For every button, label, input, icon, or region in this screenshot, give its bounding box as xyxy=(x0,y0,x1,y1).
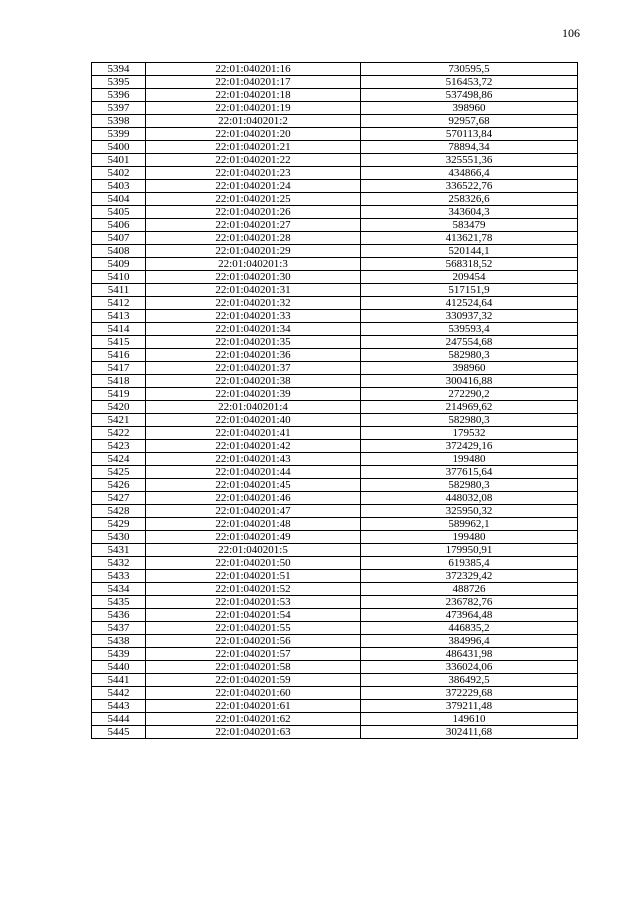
value-cell: 517151,9 xyxy=(361,284,578,297)
table-row xyxy=(92,726,578,739)
row-number-cell: 5401 xyxy=(92,154,146,167)
cadastral-number-cell: 22:01:040201:19 xyxy=(146,102,361,115)
cadastral-number-cell: 22:01:040201:5 xyxy=(146,544,361,557)
cadastral-number-cell: 22:01:040201:41 xyxy=(146,427,361,440)
table-row xyxy=(92,362,578,375)
row-number-cell: 5410 xyxy=(92,271,146,284)
value-cell: 343604,3 xyxy=(361,206,578,219)
table-row xyxy=(92,258,578,271)
cadastral-number-cell: 22:01:040201:47 xyxy=(146,505,361,518)
cadastral-number-cell: 22:01:040201:63 xyxy=(146,726,361,739)
row-number-cell: 5412 xyxy=(92,297,146,310)
cadastral-number-cell: 22:01:040201:36 xyxy=(146,349,361,362)
cadastral-number-cell: 22:01:040201:4 xyxy=(146,401,361,414)
cadastral-number-cell: 22:01:040201:30 xyxy=(146,271,361,284)
value-cell: 589962,1 xyxy=(361,518,578,531)
cadastral-number-cell: 22:01:040201:2 xyxy=(146,115,361,128)
cadastral-number-cell: 22:01:040201:16 xyxy=(146,63,361,76)
table-row xyxy=(92,323,578,336)
cadastral-value-table xyxy=(91,62,578,739)
row-number-cell: 5413 xyxy=(92,310,146,323)
value-cell: 302411,68 xyxy=(361,726,578,739)
value-cell: 179950,91 xyxy=(361,544,578,557)
table-row xyxy=(92,76,578,89)
row-number-cell: 5436 xyxy=(92,609,146,622)
cadastral-number-cell: 22:01:040201:56 xyxy=(146,635,361,648)
cadastral-number-cell: 22:01:040201:27 xyxy=(146,219,361,232)
table-row xyxy=(92,661,578,674)
table-row xyxy=(92,154,578,167)
row-number-cell: 5409 xyxy=(92,258,146,271)
row-number-cell: 5408 xyxy=(92,245,146,258)
row-number-cell: 5434 xyxy=(92,583,146,596)
value-cell: 488726 xyxy=(361,583,578,596)
row-number-cell: 5427 xyxy=(92,492,146,505)
table-row xyxy=(92,713,578,726)
row-number-cell: 5414 xyxy=(92,323,146,336)
row-number-cell: 5415 xyxy=(92,336,146,349)
value-cell: 199480 xyxy=(361,453,578,466)
cadastral-number-cell: 22:01:040201:23 xyxy=(146,167,361,180)
row-number-cell: 5438 xyxy=(92,635,146,648)
row-number-cell: 5403 xyxy=(92,180,146,193)
value-cell: 179532 xyxy=(361,427,578,440)
row-number-cell: 5395 xyxy=(92,76,146,89)
table-row xyxy=(92,453,578,466)
table-row xyxy=(92,141,578,154)
row-number-cell: 5443 xyxy=(92,700,146,713)
row-number-cell: 5417 xyxy=(92,362,146,375)
cadastral-number-cell: 22:01:040201:45 xyxy=(146,479,361,492)
row-number-cell: 5437 xyxy=(92,622,146,635)
cadastral-number-cell: 22:01:040201:51 xyxy=(146,570,361,583)
table-row xyxy=(92,596,578,609)
table-row xyxy=(92,687,578,700)
cadastral-number-cell: 22:01:040201:21 xyxy=(146,141,361,154)
cadastral-number-cell: 22:01:040201:24 xyxy=(146,180,361,193)
table-row xyxy=(92,271,578,284)
value-cell: 448032,08 xyxy=(361,492,578,505)
value-cell: 372429,16 xyxy=(361,440,578,453)
cadastral-number-cell: 22:01:040201:20 xyxy=(146,128,361,141)
cadastral-number-cell: 22:01:040201:37 xyxy=(146,362,361,375)
table-row xyxy=(92,544,578,557)
table-row xyxy=(92,180,578,193)
row-number-cell: 5424 xyxy=(92,453,146,466)
table-row xyxy=(92,349,578,362)
table-row xyxy=(92,531,578,544)
value-cell: 325950,32 xyxy=(361,505,578,518)
cadastral-number-cell: 22:01:040201:44 xyxy=(146,466,361,479)
cadastral-number-cell: 22:01:040201:48 xyxy=(146,518,361,531)
value-cell: 214969,62 xyxy=(361,401,578,414)
value-cell: 209454 xyxy=(361,271,578,284)
cadastral-number-cell: 22:01:040201:34 xyxy=(146,323,361,336)
row-number-cell: 5416 xyxy=(92,349,146,362)
cadastral-number-cell: 22:01:040201:46 xyxy=(146,492,361,505)
table-row xyxy=(92,193,578,206)
table-row xyxy=(92,648,578,661)
value-cell: 377615,64 xyxy=(361,466,578,479)
cadastral-number-cell: 22:01:040201:35 xyxy=(146,336,361,349)
row-number-cell: 5420 xyxy=(92,401,146,414)
table-row xyxy=(92,245,578,258)
cadastral-number-cell: 22:01:040201:39 xyxy=(146,388,361,401)
row-number-cell: 5439 xyxy=(92,648,146,661)
row-number-cell: 5442 xyxy=(92,687,146,700)
value-cell: 473964,48 xyxy=(361,609,578,622)
table-row xyxy=(92,102,578,115)
cadastral-number-cell: 22:01:040201:62 xyxy=(146,713,361,726)
cadastral-number-cell: 22:01:040201:55 xyxy=(146,622,361,635)
row-number-cell: 5433 xyxy=(92,570,146,583)
row-number-cell: 5404 xyxy=(92,193,146,206)
table-row xyxy=(92,310,578,323)
table-row xyxy=(92,375,578,388)
value-cell: 398960 xyxy=(361,102,578,115)
cadastral-number-cell: 22:01:040201:31 xyxy=(146,284,361,297)
value-cell: 300416,88 xyxy=(361,375,578,388)
value-cell: 570113,84 xyxy=(361,128,578,141)
value-cell: 619385,4 xyxy=(361,557,578,570)
table-row xyxy=(92,232,578,245)
table-row xyxy=(92,427,578,440)
row-number-cell: 5430 xyxy=(92,531,146,544)
table-row xyxy=(92,284,578,297)
cadastral-number-cell: 22:01:040201:58 xyxy=(146,661,361,674)
value-cell: 78894,34 xyxy=(361,141,578,154)
value-cell: 336522,76 xyxy=(361,180,578,193)
table-row xyxy=(92,206,578,219)
table-row xyxy=(92,700,578,713)
cadastral-number-cell: 22:01:040201:57 xyxy=(146,648,361,661)
table-row xyxy=(92,557,578,570)
table-row xyxy=(92,583,578,596)
value-cell: 434866,4 xyxy=(361,167,578,180)
value-cell: 258326,6 xyxy=(361,193,578,206)
value-cell: 582980,3 xyxy=(361,414,578,427)
row-number-cell: 5398 xyxy=(92,115,146,128)
table-row xyxy=(92,297,578,310)
cadastral-number-cell: 22:01:040201:59 xyxy=(146,674,361,687)
value-cell: 384996,4 xyxy=(361,635,578,648)
value-cell: 247554,68 xyxy=(361,336,578,349)
row-number-cell: 5435 xyxy=(92,596,146,609)
table-row xyxy=(92,635,578,648)
value-cell: 379211,48 xyxy=(361,700,578,713)
table-row xyxy=(92,336,578,349)
value-cell: 413621,78 xyxy=(361,232,578,245)
table-body xyxy=(92,63,578,739)
row-number-cell: 5399 xyxy=(92,128,146,141)
value-cell: 330937,32 xyxy=(361,310,578,323)
table-row xyxy=(92,63,578,76)
row-number-cell: 5411 xyxy=(92,284,146,297)
value-cell: 582980,3 xyxy=(361,479,578,492)
value-cell: 272290,2 xyxy=(361,388,578,401)
table-row xyxy=(92,401,578,414)
row-number-cell: 5426 xyxy=(92,479,146,492)
value-cell: 730595,5 xyxy=(361,63,578,76)
value-cell: 372329,42 xyxy=(361,570,578,583)
table-row xyxy=(92,115,578,128)
table-row xyxy=(92,89,578,102)
table-row xyxy=(92,492,578,505)
cadastral-number-cell: 22:01:040201:60 xyxy=(146,687,361,700)
cadastral-number-cell: 22:01:040201:32 xyxy=(146,297,361,310)
value-cell: 516453,72 xyxy=(361,76,578,89)
value-cell: 446835,2 xyxy=(361,622,578,635)
value-cell: 336024,06 xyxy=(361,661,578,674)
row-number-cell: 5394 xyxy=(92,63,146,76)
cadastral-number-cell: 22:01:040201:54 xyxy=(146,609,361,622)
value-cell: 149610 xyxy=(361,713,578,726)
cadastral-number-cell: 22:01:040201:50 xyxy=(146,557,361,570)
cadastral-number-cell: 22:01:040201:18 xyxy=(146,89,361,102)
table-row xyxy=(92,570,578,583)
row-number-cell: 5444 xyxy=(92,713,146,726)
cadastral-number-cell: 22:01:040201:53 xyxy=(146,596,361,609)
table-row xyxy=(92,518,578,531)
cadastral-number-cell: 22:01:040201:49 xyxy=(146,531,361,544)
table-row xyxy=(92,622,578,635)
cadastral-number-cell: 22:01:040201:43 xyxy=(146,453,361,466)
row-number-cell: 5425 xyxy=(92,466,146,479)
table-row xyxy=(92,167,578,180)
row-number-cell: 5405 xyxy=(92,206,146,219)
row-number-cell: 5422 xyxy=(92,427,146,440)
table-row xyxy=(92,479,578,492)
cadastral-number-cell: 22:01:040201:38 xyxy=(146,375,361,388)
row-number-cell: 5429 xyxy=(92,518,146,531)
table-row xyxy=(92,674,578,687)
row-number-cell: 5428 xyxy=(92,505,146,518)
table-row xyxy=(92,440,578,453)
cadastral-number-cell: 22:01:040201:3 xyxy=(146,258,361,271)
cadastral-number-cell: 22:01:040201:29 xyxy=(146,245,361,258)
value-cell: 583479 xyxy=(361,219,578,232)
value-cell: 582980,3 xyxy=(361,349,578,362)
row-number-cell: 5400 xyxy=(92,141,146,154)
value-cell: 398960 xyxy=(361,362,578,375)
cadastral-number-cell: 22:01:040201:61 xyxy=(146,700,361,713)
page-number: 106 xyxy=(562,26,580,40)
row-number-cell: 5419 xyxy=(92,388,146,401)
cadastral-number-cell: 22:01:040201:28 xyxy=(146,232,361,245)
row-number-cell: 5421 xyxy=(92,414,146,427)
cadastral-number-cell: 22:01:040201:25 xyxy=(146,193,361,206)
row-number-cell: 5407 xyxy=(92,232,146,245)
cadastral-number-cell: 22:01:040201:33 xyxy=(146,310,361,323)
row-number-cell: 5441 xyxy=(92,674,146,687)
value-cell: 486431,98 xyxy=(361,648,578,661)
value-cell: 236782,76 xyxy=(361,596,578,609)
row-number-cell: 5431 xyxy=(92,544,146,557)
value-cell: 539593,4 xyxy=(361,323,578,336)
cadastral-number-cell: 22:01:040201:22 xyxy=(146,154,361,167)
row-number-cell: 5423 xyxy=(92,440,146,453)
row-number-cell: 5432 xyxy=(92,557,146,570)
value-cell: 520144,1 xyxy=(361,245,578,258)
table-row xyxy=(92,128,578,141)
value-cell: 537498,86 xyxy=(361,89,578,102)
row-number-cell: 5445 xyxy=(92,726,146,739)
value-cell: 372229,68 xyxy=(361,687,578,700)
row-number-cell: 5418 xyxy=(92,375,146,388)
cadastral-number-cell: 22:01:040201:52 xyxy=(146,583,361,596)
row-number-cell: 5402 xyxy=(92,167,146,180)
row-number-cell: 5406 xyxy=(92,219,146,232)
table-row xyxy=(92,388,578,401)
row-number-cell: 5396 xyxy=(92,89,146,102)
cadastral-number-cell: 22:01:040201:40 xyxy=(146,414,361,427)
row-number-cell: 5440 xyxy=(92,661,146,674)
table-row xyxy=(92,414,578,427)
table-row xyxy=(92,466,578,479)
value-cell: 199480 xyxy=(361,531,578,544)
value-cell: 92957,68 xyxy=(361,115,578,128)
cadastral-number-cell: 22:01:040201:17 xyxy=(146,76,361,89)
table-row xyxy=(92,609,578,622)
row-number-cell: 5397 xyxy=(92,102,146,115)
value-cell: 568318,52 xyxy=(361,258,578,271)
cadastral-number-cell: 22:01:040201:42 xyxy=(146,440,361,453)
value-cell: 412524,64 xyxy=(361,297,578,310)
value-cell: 386492,5 xyxy=(361,674,578,687)
cadastral-number-cell: 22:01:040201:26 xyxy=(146,206,361,219)
value-cell: 325551,36 xyxy=(361,154,578,167)
table-row xyxy=(92,219,578,232)
table-row xyxy=(92,505,578,518)
